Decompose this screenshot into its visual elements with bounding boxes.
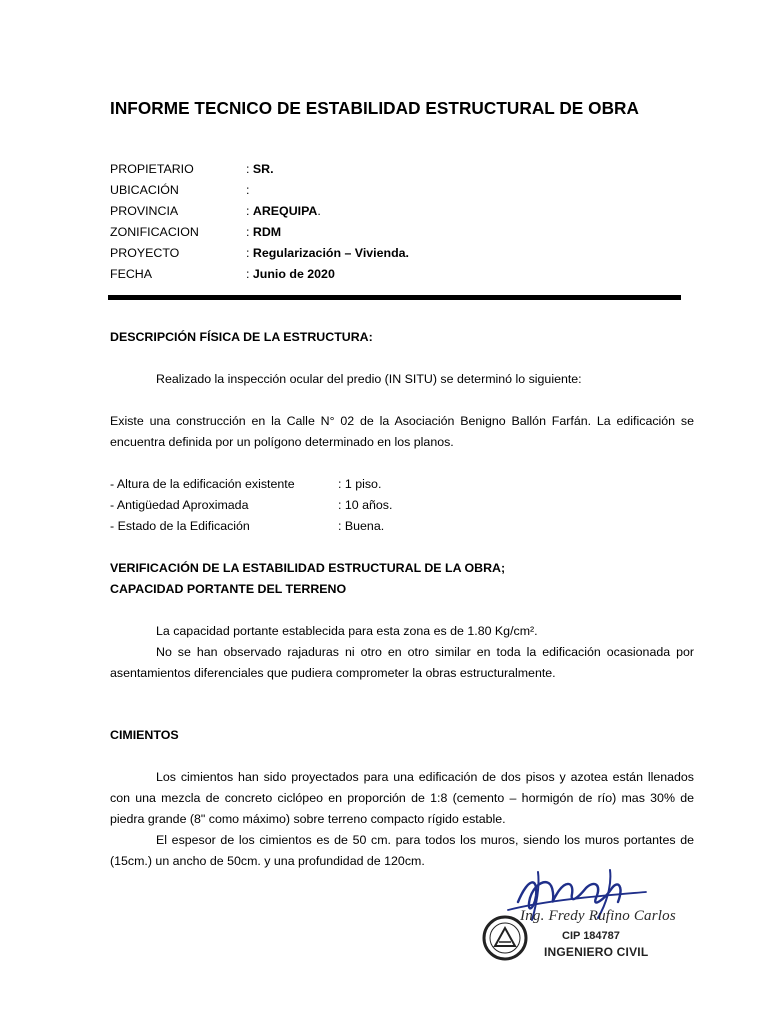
document-title: INFORME TECNICO DE ESTABILIDAD ESTRUCTURAL DE OBRA [110, 98, 639, 118]
meta-value: : Regularización – Vivienda. [246, 246, 409, 260]
paragraph-construccion [110, 411, 694, 453]
paragraph-line: La capacidad portante establecida para esta zona es de 1.80 Kg/cm². [156, 624, 538, 638]
paragraph-line: piedra grande (8" como máximo) sobre terreno compacto rígido estable. [110, 812, 506, 826]
engineer-name: Ing. Fredy Rufino Carlos [520, 908, 676, 924]
list-item-value: : Buena. [338, 519, 385, 533]
paragraph-line: asentamientos diferenciales que pudiera comprometer la obras estructuralmente. [110, 666, 556, 680]
list-item-label: - Antigüedad Aproximada [110, 498, 249, 512]
meta-value: : SR. [246, 162, 274, 176]
meta-label: PROPIETARIO [110, 162, 194, 176]
paragraph-line: (15cm.) un ancho de 50cm. y una profundidad de 120cm. [110, 854, 425, 868]
paragraph-line: encuentra definida por un polígono determinado en los planos. [110, 435, 454, 449]
meta-label: PROYECTO [110, 246, 180, 260]
horizontal-rule [108, 295, 681, 300]
paragraph-intro [110, 369, 694, 390]
list-item-value: : 1 piso. [338, 477, 382, 491]
section-heading-verificacion: VERIFICACIÓN DE LA ESTABILIDAD ESTRUCTURAL DE LA OBRA; [110, 561, 506, 575]
section-heading-cimientos: CIMIENTOS [110, 728, 179, 742]
signature-icon [478, 858, 678, 998]
meta-value: : [246, 183, 250, 197]
meta-label: UBICACIÓN [110, 183, 179, 197]
engineer-cip: CIP 184787 [562, 930, 620, 942]
paragraph-line: El espesor de los cimientos es de 50 cm. para todos los muros, siendo los muros portantes de [156, 833, 694, 847]
engineer-stamp [478, 858, 678, 998]
engineer-role: INGENIERO CIVIL [544, 945, 649, 959]
list-item-value: : 10 años. [338, 498, 393, 512]
list-item-label: - Estado de la Edificación [110, 519, 250, 533]
meta-value: : AREQUIPA. [246, 204, 321, 218]
meta-value: : RDM [246, 225, 282, 239]
meta-label: ZONIFICACION [110, 225, 199, 239]
section-heading-capacidad: CAPACIDAD PORTANTE DEL TERRENO [110, 582, 347, 596]
paragraph-line: Existe una construcción en la Calle N° 02 de la Asociación Benigno Ballón Farfán. La edificación se [110, 414, 694, 428]
paragraph-cimientos [110, 767, 694, 872]
intro-text: Realizado la inspección ocular del predio (IN SITU) se determinó lo siguiente: [156, 372, 582, 386]
list-item-label: - Altura de la edificación existente [110, 477, 295, 491]
meta-value: : Junio de 2020 [246, 267, 335, 281]
paragraph-capacidad [110, 621, 694, 684]
paragraph-line: No se han observado rajaduras ni otro en otro similar en toda la edificación ocasionada por [156, 645, 694, 659]
meta-label: FECHA [110, 267, 152, 281]
meta-label: PROVINCIA [110, 204, 179, 218]
paragraph-line: con una mezcla de concreto ciclópeo en proporción de 1:8 (cemento – hormigón de río) mas 30% de [110, 791, 694, 805]
section-heading-descripcion: DESCRIPCIÓN FÍSICA DE LA ESTRUCTURA: [110, 330, 373, 344]
paragraph-line: Los cimientos han sido proyectados para una edificación de dos pisos y azotea están llenados [156, 770, 694, 784]
